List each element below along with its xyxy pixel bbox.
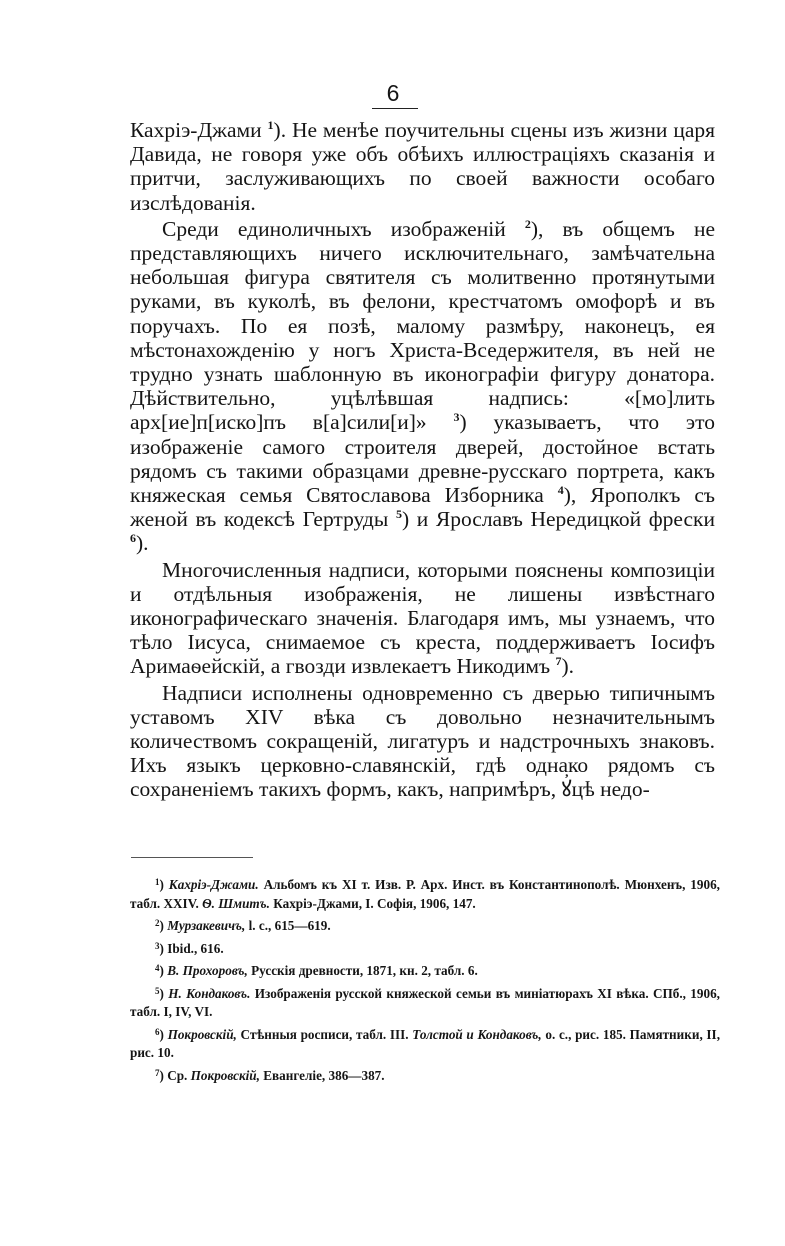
footnotes (130, 876, 720, 1089)
footnote-reference: 4 (557, 483, 564, 498)
footnote-reference: 6 (130, 531, 136, 546)
footnote-number: 5 (155, 985, 160, 996)
footnote-text: Кахріэ-Джами, I. Софія, 1906, 147. (269, 895, 476, 911)
paragraph-text: ) и Ярославъ Нередицкой фрески (401, 507, 715, 532)
footnote-number: 6 (155, 1026, 160, 1037)
body-text (130, 118, 715, 802)
paragraph (130, 681, 715, 802)
footnote-author: Н. Кондаковъ. (168, 985, 251, 1001)
footnote-reference: 7 (555, 654, 562, 669)
footnote-author: В. Прохоровъ, (167, 963, 248, 978)
page-number-rule (372, 108, 418, 109)
footnote-text: Ср. (167, 1067, 191, 1083)
footnote-separator (131, 857, 253, 858)
paragraph-text: Среди единоличныхъ изображеній (162, 216, 525, 241)
paragraph (130, 217, 715, 556)
footnote-reference: 3 (453, 410, 460, 425)
footnote: $^7$) Ср. Покровскій, Евангеліе, 386—387. (155, 1067, 385, 1083)
footnote-reference: 1 (267, 118, 274, 132)
footnote-text: о. с., рис. 185. Памятники, II, рис. 10. (130, 1026, 720, 1060)
footnote-text: Евангеліе, 386—387. (259, 1067, 385, 1083)
footnote: $^2$) Мурзакевичъ, l. c., 615—619. (155, 918, 331, 933)
footnote-reference: 2 (524, 216, 531, 231)
footnote-number: 7 (155, 1067, 160, 1078)
footnote-text: Альбомъ къ XI т. Изв. Р. Арх. Инст. въ Константинополѣ. Мюнхенъ, 1906, табл. XXIV. (130, 877, 720, 911)
footnote-text: Ibid., 616. (167, 940, 224, 956)
footnote: $^6$) Покровскій, Стѣнныя росписи, табл. III. Толстой и Кондаковъ, о. с., рис. 185. Памятники, II, рис. 10. (130, 1026, 720, 1060)
footnote: $^4$) В. Прохоровъ, Русскія древности, 1871, кн. 2, табл. 6. (155, 963, 478, 978)
footnote-text: Стѣнныя росписи, табл. III. (236, 1026, 413, 1042)
paragraph-text: ). (561, 654, 575, 679)
footnote: $^3$) Ibid., 616. (155, 940, 224, 956)
footnote-text: l. c., 615—619. (245, 918, 331, 933)
footnote-author: Покровскій, (167, 1026, 237, 1042)
footnote-text: Русскія древности, 1871, кн. 2, табл. 6. (247, 963, 478, 978)
paragraph-text: ), Ярополкъ съ женой въ кодексѣ Гертруды (130, 483, 715, 532)
footnote-text: Изображенія русской княжеской семьи въ миніатюрахъ XI вѣка. СПб., 1906, табл. I, IV, VI. (130, 985, 720, 1019)
paragraph-text: Кахріэ-Джами (130, 118, 268, 142)
paragraph-text: ), въ общемъ не представляющихъ ничего исключительнаго, замѣчательна небольшая фигура святителя съ молитвенно протянутыми руками, въ куколѣ, въ фелони, крестчатомъ омофорѣ и въ поручахъ. По ея позѣ, малому размѣру, наконецъ, ея мѣстонахожденію у ногъ Христа-Вседержителя, въ ней не трудно узнать шаблонную въ иконографіи фигуру донатора. Дѣйствительно, уцѣлѣвшая надпись: «[мо]лить арх[ие]п[иско]пъ в[а]сили[и]» (130, 216, 715, 435)
paragraph-text: ). Не менѣе поучительны сцены изъ жизни царя Давида, не говоря уже объ обѣихъ иллюстраціяхъ сказанія и притчи, заслуживающихъ по своей важности особаго изслѣдованія. (130, 118, 716, 215)
paragraph-text: ) указываетъ, что это изображеніе самого строителя дверей, достойное встать рядомъ съ такими образцами древне-русскаго портрета, какъ княжеская семья Святославова Изборника (130, 410, 715, 508)
footnote-author: Ѳ. Шмитъ. (202, 895, 270, 911)
footnote: $^1$) Кахріэ-Джами. Альбомъ къ XI т. Изв. Р. Арх. Инст. въ Константинополѣ. Мюнхенъ, 1906, табл. XXIV. Ѳ. Шмитъ. Кахріэ-Джами, I. Софія, 1906, 147. (130, 877, 720, 911)
paragraph (130, 558, 715, 679)
footnote-author: Кахріэ-Джами. (168, 877, 259, 892)
paragraph-text: ). (136, 531, 149, 556)
footnote-author: Мурзакевичъ, (167, 918, 246, 933)
footnote: $^5$) Н. Кондаковъ. Изображенія русской княжеской семьи въ миніатюрахъ XI вѣка. СПб., 1906, табл. I, IV, VI. (130, 985, 720, 1019)
footnote-number: 4 (155, 963, 160, 973)
footnote-number: 1 (155, 877, 160, 887)
footnote-number: 3 (155, 940, 160, 951)
footnote-number: 2 (155, 918, 160, 928)
footnote-author: Покровскій, (190, 1067, 260, 1083)
paragraph-text: Многочисленныя надписи, которыми пояснены композиціи и отдѣльныя изображенія, не лишены извѣстнаго иконографическаго значенія. Благодаря имъ, мы узнаемъ, что тѣло Іисуса, снимаемое съ креста, поддерживаетъ Іосифъ Аримаѳейскій, а гвозди извлекаетъ Никодимъ (130, 557, 715, 679)
paragraph (130, 118, 715, 215)
page-number: 6 (386, 80, 400, 106)
footnote-author: Толстой и Кондаковъ, (412, 1026, 542, 1042)
paragraph-text: Надписи исполнены одновременно съ дверью типичнымъ уставомъ XIV вѣка съ довольно незначительнымъ количествомъ сокращеній, лигатуръ и надстрочныхъ знаковъ. Ихъ языкъ церковно-славянскій, гдѣ однако рядомъ съ сохраненіемъ такихъ формъ, какъ, напримѣръ, ꙋ҆цѣ недо- (130, 680, 715, 802)
footnote-reference: 5 (395, 507, 402, 522)
